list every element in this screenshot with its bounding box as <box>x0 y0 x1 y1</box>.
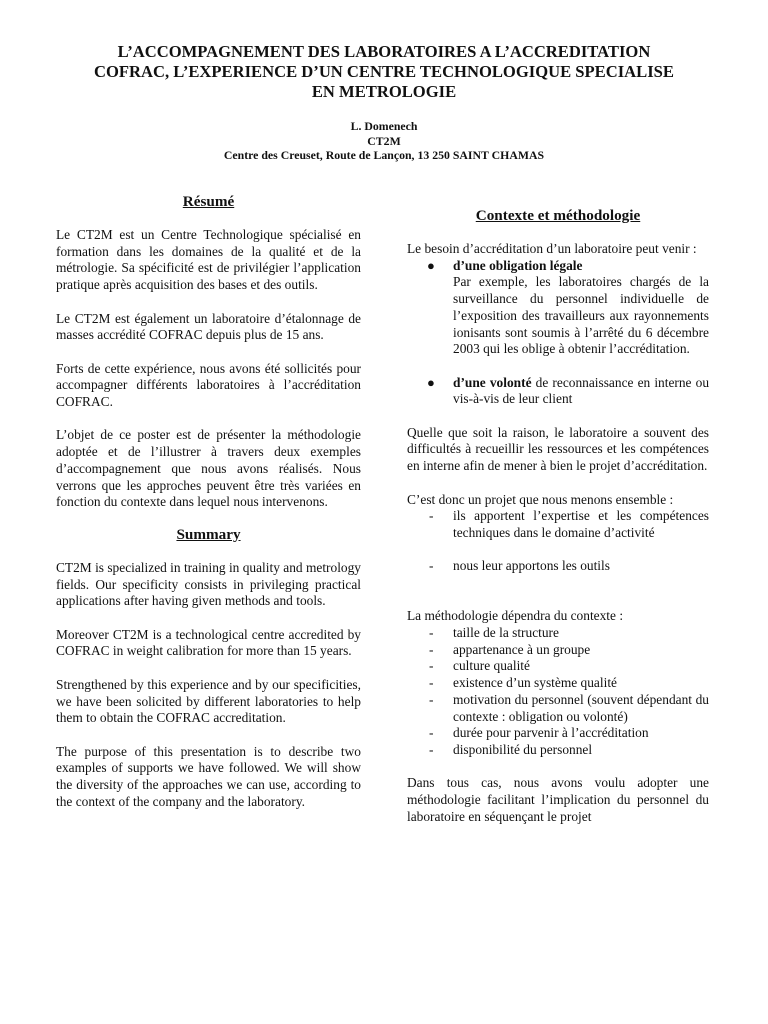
list-item-text: ils apportent l’expertise et les compétences techniques dans le domaine d’activité <box>453 508 709 540</box>
list-item <box>407 658 709 675</box>
list-item <box>407 625 709 642</box>
bullet-lead: d’une obligation légale <box>453 257 583 273</box>
list-item <box>407 558 709 575</box>
projet-list <box>407 508 709 575</box>
dash-marker: - <box>429 725 434 741</box>
dash-marker: - <box>429 558 434 574</box>
title-line: COFRAC, L’EXPERIENCE D’UN CENTRE TECHNOLOGIQUE SPECIALISE <box>94 62 674 81</box>
title-line: L’ACCOMPAGNEMENT DES LABORATOIRES A L’ACCREDITATION <box>117 42 651 61</box>
contexte-paragraph: Dans tous cas, nous avons voulu adopter une méthodologie facilitant l’implication du personnel du laboratoire en séquençant le projet <box>407 775 709 824</box>
resume-paragraph: L’objet de ce poster est de présenter la méthodologie adoptée et de l’illustrer à travers deux exemples d’accompagnement que nous avons réalisés. Nous verrons que les approches peuvent être très variées en fonction du contexte dans lequel nous intervenons. <box>56 427 361 510</box>
contexte-intro: Le besoin d’accréditation d’un laboratoire peut venir : <box>407 241 697 256</box>
methodo-list <box>407 625 709 759</box>
list-item-text: nous leur apportons les outils <box>453 558 610 574</box>
contexte-heading: Contexte et méthodologie <box>475 207 641 224</box>
address: Centre des Creuset, Route de Lançon, 13 250 SAINT CHAMAS <box>223 148 545 162</box>
summary-paragraph: CT2M is specialized in training in quality and metrology fields. Our specificity consists in privileging practical applications after having given methods and tools. <box>56 559 361 609</box>
dash-marker: - <box>429 641 434 657</box>
list-item <box>407 692 709 725</box>
list-item-text: disponibilité du personnel <box>453 742 593 757</box>
dash-marker: - <box>429 508 434 524</box>
title-line: EN METROLOGIE <box>311 82 457 101</box>
resume-paragraph: Le CT2M est un Centre Technologique spécialisé en formation dans les domaines de la qualité et de la métrologie. Sa spécificité est de privilégier l’application pratique après acquisition des bases et des outils. <box>56 227 361 293</box>
summary-paragraph: Moreover CT2M is a technological centre accredited by COFRAC in weight calibration for more than 15 years. <box>56 626 361 659</box>
resume-paragraph: Le CT2M est également un laboratoire d’étalonnage de masses accrédité COFRAC depuis plus de 15 ans. <box>56 310 361 343</box>
list-item-text: motivation du personnel (souvent dépendant du contexte : obligation ou volonté) <box>453 691 709 724</box>
summary-paragraph: Strengthened by this experience and by our specificities, we have been solicited by different laboratories to help them to obtain the COFRAC accreditation. <box>56 676 361 726</box>
paper-title <box>40 42 728 102</box>
dash-marker: - <box>429 625 434 641</box>
list-item-text: culture qualité <box>453 658 530 674</box>
contexte-paragraph: La méthodologie dépendra du contexte : <box>407 608 624 624</box>
resume-heading: Résumé <box>182 193 235 210</box>
list-item <box>407 258 709 358</box>
contexte-paragraph: C’est donc un projet que nous menons ensemble : <box>407 491 674 507</box>
bullet-text: Par exemple, les laboratoires chargés de la surveillance du personnel individuelle de l’exposition des travailleurs aux rayonnements ionisants sont soumis à l’arrêté du 6 décembre 2003 qui les oblige à obtenir l’accréditation. <box>453 274 709 357</box>
bullet-lead: d’une volonté <box>453 374 532 390</box>
list-item <box>407 725 709 742</box>
bullet-icon: ● <box>427 374 435 390</box>
list-item-text: existence d’un système qualité <box>453 675 617 691</box>
besoin-list <box>407 258 709 408</box>
list-item-text: appartenance à un groupe <box>453 641 591 657</box>
dash-marker: - <box>429 742 434 757</box>
list-item-text: taille de la structure <box>453 625 559 641</box>
list-item <box>407 642 709 659</box>
resume-paragraph: Forts de cette expérience, nous avons été sollicités pour accompagner différents laboratoires à l’accréditation COFRAC. <box>56 360 361 409</box>
organization: CT2M <box>367 133 401 148</box>
dash-marker: - <box>429 691 434 707</box>
list-item <box>407 375 709 408</box>
author-name: L. Domenech <box>350 119 418 133</box>
contexte-paragraph: Quelle que soit la raison, le laboratoire a souvent des difficultés à recueillir les ressources et les compétences en interne afin de mener à bien le projet d’accréditation. <box>407 424 709 474</box>
summary-heading: Summary <box>176 525 241 543</box>
summary-paragraph: The purpose of this presentation is to describe two examples of supports we have followed. We will show the diversity of the approaches we can use, according to the context of the company and the laboratory. <box>56 743 361 809</box>
list-item <box>407 675 709 692</box>
byline <box>40 119 728 163</box>
dash-marker: - <box>429 658 434 674</box>
dash-marker: - <box>429 675 434 691</box>
right-column <box>407 206 709 826</box>
list-item-text: durée pour parvenir à l’accréditation <box>453 725 649 741</box>
bullet-icon: ● <box>427 257 435 273</box>
list-item <box>407 742 709 759</box>
list-item <box>407 508 709 541</box>
left-column <box>56 192 361 810</box>
bullet-text: de reconnaissance en interne ou vis-à-vis de leur client <box>453 374 710 407</box>
